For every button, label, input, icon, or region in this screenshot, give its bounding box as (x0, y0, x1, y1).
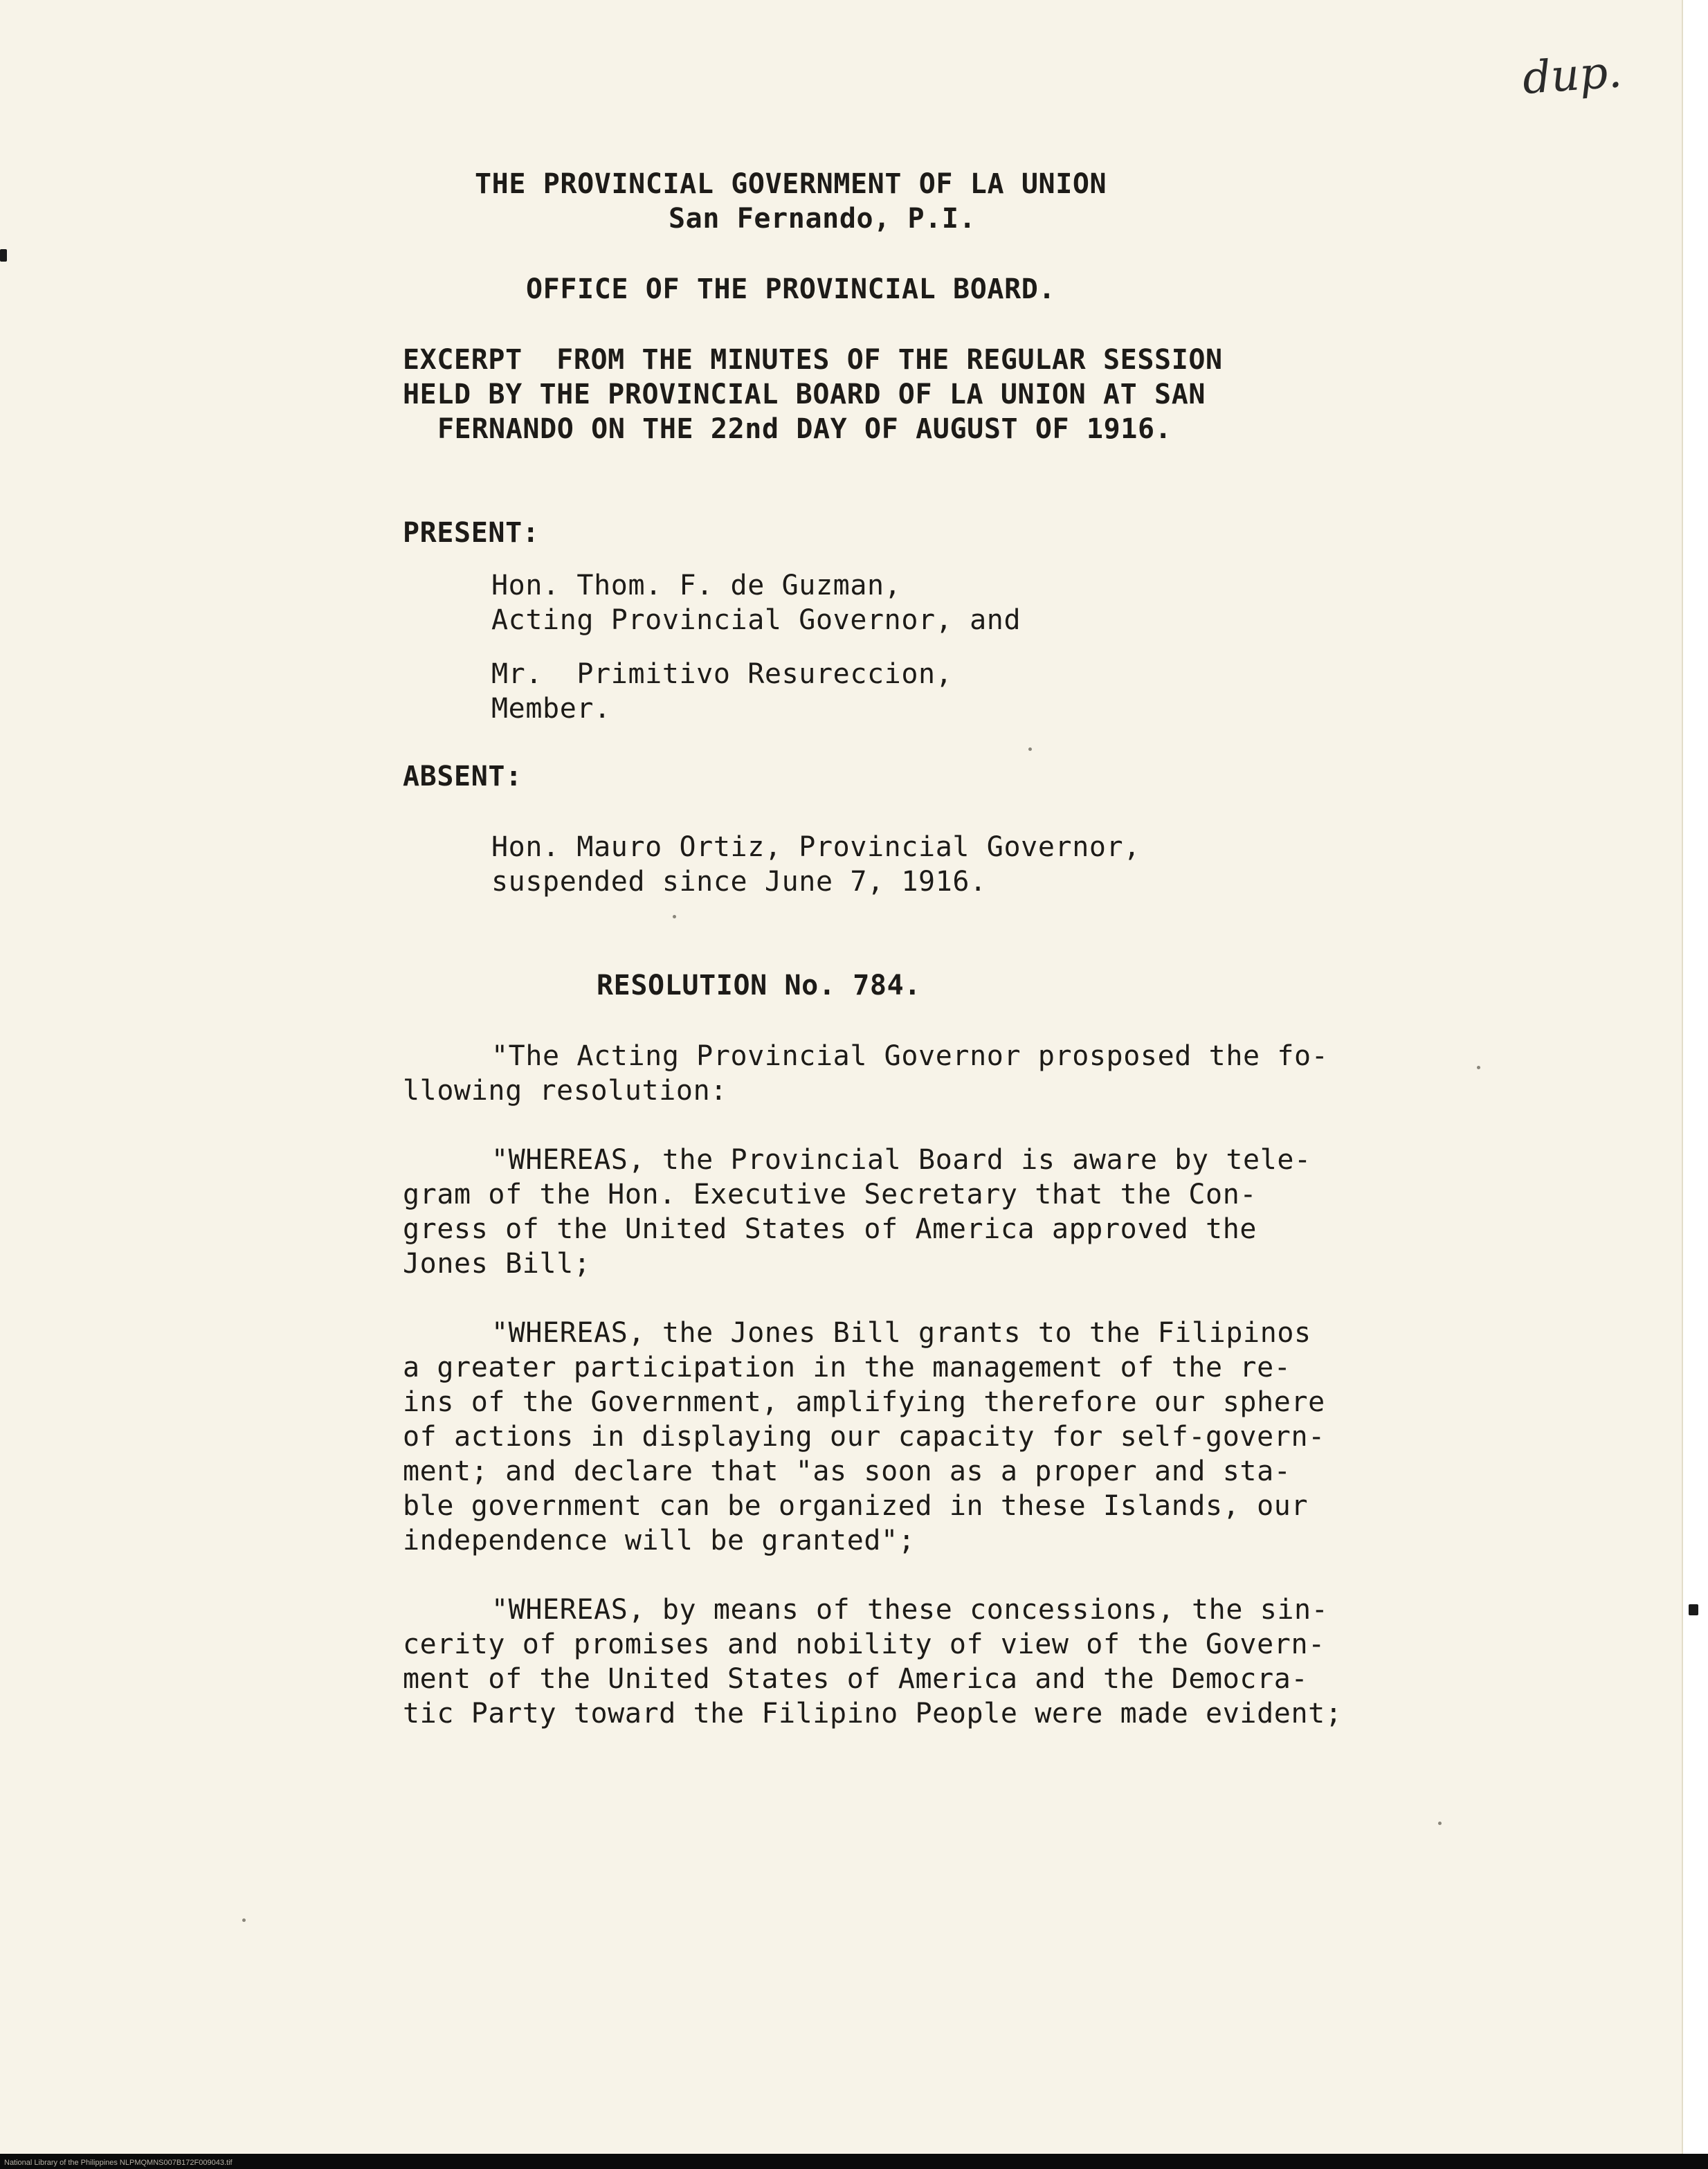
present-member-line: Hon. Thom. F. de Guzman, (491, 570, 902, 601)
speck (1028, 747, 1032, 751)
resolution-intro-line: "The Acting Provincial Governor prosposed the fo- (491, 1040, 1329, 1072)
header-location: San Fernando, P.I. (669, 203, 976, 235)
present-member-line: Mr. Primitivo Resureccion, (491, 658, 953, 690)
whereas-line: ment of the United States of America and the Democra- (403, 1663, 1309, 1695)
left-edge-mark (0, 249, 7, 262)
office-title: OFFICE OF THE PROVINCIAL BOARD. (526, 273, 1056, 305)
whereas-line: independence will be granted"; (403, 1525, 916, 1557)
whereas-line: "WHEREAS, by means of these concessions, the sin- (491, 1594, 1329, 1626)
whereas-line: ins of the Government, amplifying therefore our sphere (403, 1386, 1325, 1418)
speck (1477, 1066, 1480, 1069)
whereas-line: ble government can be organized in these Islands, our (403, 1490, 1309, 1522)
whereas-line: "WHEREAS, the Jones Bill grants to the Filipinos (491, 1317, 1311, 1349)
present-member-line: Member. (491, 693, 611, 725)
handwritten-annotation: dup. (1520, 46, 1624, 105)
excerpt-line: EXCERPT FROM THE MINUTES OF THE REGULAR SESSION (403, 344, 1223, 376)
speck (1438, 1822, 1442, 1825)
whereas-line: of actions in displaying our capacity for self-govern- (403, 1421, 1325, 1453)
absent-member-line: Hon. Mauro Ortiz, Provincial Governor, (491, 831, 1141, 863)
whereas-line: cerity of promises and nobility of view of the Govern- (403, 1628, 1325, 1660)
speck (673, 915, 676, 918)
whereas-line: a greater participation in the management of the re- (403, 1352, 1291, 1383)
present-member-line: Acting Provincial Governor, and (491, 604, 1021, 636)
scan-footer-text: National Library of the Philippines NLPMQMNS007B172F009043.tif (4, 2159, 233, 2167)
whereas-line: tic Party toward the Filipino People were made evident; (403, 1698, 1343, 1730)
excerpt-line: HELD BY THE PROVINCIAL BOARD OF LA UNION AT SAN (403, 379, 1206, 410)
whereas-line: "WHEREAS, the Provincial Board is aware by tele- (491, 1144, 1311, 1176)
whereas-line: gram of the Hon. Executive Secretary that the Con- (403, 1179, 1257, 1210)
header-title: THE PROVINCIAL GOVERNMENT OF LA UNION (475, 168, 1107, 200)
present-label: PRESENT: (403, 517, 540, 549)
right-edge-mark (1689, 1604, 1698, 1615)
whereas-line: gress of the United States of America approved the (403, 1213, 1257, 1245)
resolution-title: RESOLUTION No. 784. (597, 970, 921, 1001)
whereas-line: ment; and declare that "as soon as a proper and sta- (403, 1455, 1291, 1487)
resolution-intro-line: llowing resolution: (403, 1075, 727, 1107)
excerpt-line: FERNANDO ON THE 22nd DAY OF AUGUST OF 1916. (437, 413, 1172, 445)
scan-footer-bar (0, 2154, 1708, 2169)
absent-member-line: suspended since June 7, 1916. (491, 866, 987, 898)
absent-label: ABSENT: (403, 761, 523, 792)
whereas-line: Jones Bill; (403, 1248, 591, 1280)
speck (242, 1918, 246, 1922)
scan-right-margin (1682, 0, 1708, 2169)
